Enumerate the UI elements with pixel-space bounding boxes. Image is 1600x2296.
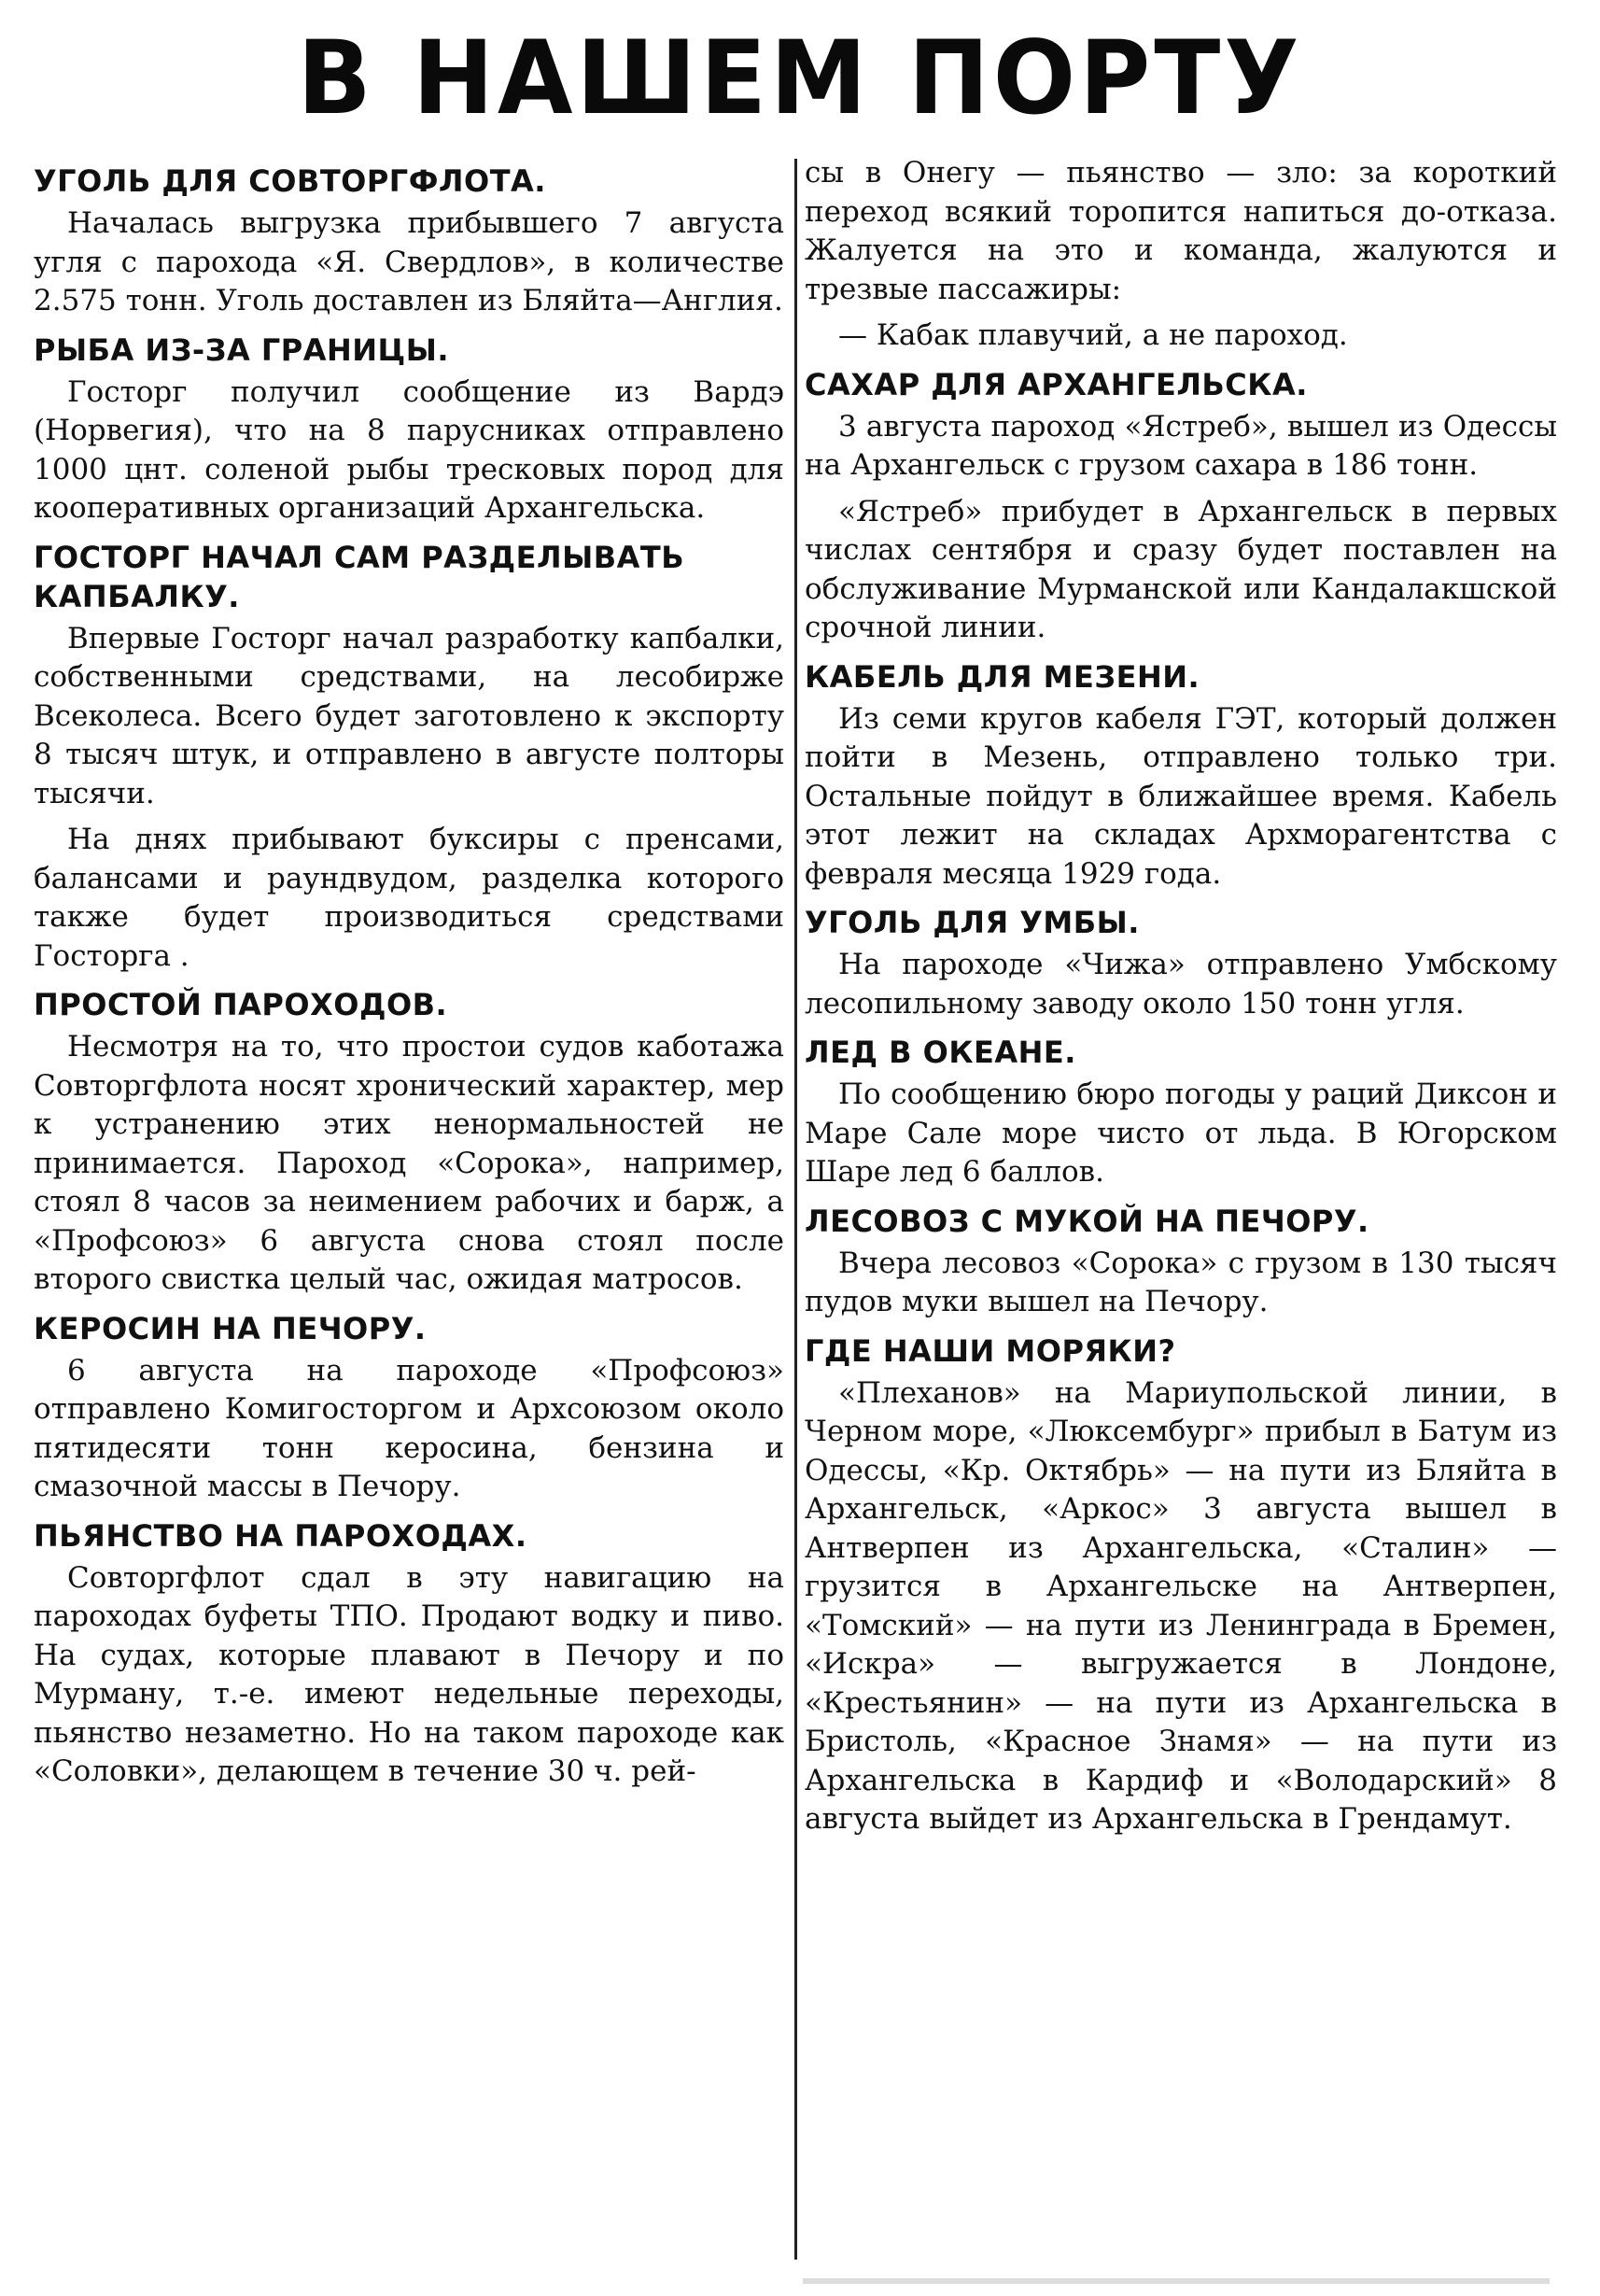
article-paragraph: — Кабак плавучий, а не пароход. xyxy=(838,318,1348,352)
article-headline: САХАР ДЛЯ АРХАНГЕЛЬСКА. xyxy=(805,366,1308,402)
article-paragraph: 3 августа пароход «Ястреб», вышел из Одессы на Архангельск с грузом сахара в 186 тонн. xyxy=(805,409,1557,482)
article xyxy=(34,538,784,977)
article-paragraph: На днях прибывают буксиры с пренсами, балансами и раундвудом, разделка которого также будет производиться средствами Госторга . xyxy=(34,823,784,973)
article-headline: ГОСТОРГ НАЧАЛ САМ РАЗДЕЛЫВАТЬ КАПБАЛКУ. xyxy=(34,539,685,614)
article xyxy=(805,1331,1557,1839)
article-paragraph: Впервые Госторг начал разработку капбалки, собственными средствами, на лесобирже Всеколеса. Всего будет заготовлено к экспорту 8 тысяч штук, и отправлено в августе полторы тысячи. xyxy=(34,621,784,810)
article-paragraph: сы в Онегу — пьянство — зло: за короткий переход всякий торопится напиться до-отказа. Жалуется на это и команда, жалуются и трезвые пассажиры: xyxy=(805,156,1557,306)
article-headline: РЫБА ИЗ-ЗА ГРАНИЦЫ. xyxy=(34,331,450,368)
article-paragraph: Началась выгрузка прибывшего 7 августа угля с парохода «Я. Свердлов», в количестве 2.575 тонн. Уголь доставлен из Бляйта—Англия. xyxy=(34,206,784,317)
article-headline: ПЬЯНСТВО НА ПАРОХОДАХ. xyxy=(34,1517,527,1554)
article xyxy=(805,154,1557,356)
article-paragraph: Госторг получил сообщение из Вардэ (Норвегия), что на 8 парусниках отправлено 1000 цнт. соленой рыбы тресковых пород для кооперативных организаций Архангельска. xyxy=(34,374,784,525)
article-headline: УГОЛЬ ДЛЯ УМБЫ. xyxy=(805,905,1140,940)
article-headline: ЛЕСОВОЗ С МУКОЙ НА ПЕЧОРУ. xyxy=(805,1203,1369,1239)
article-paragraph: Несмотря на то, что простои судов каботажа Совторгфлота носят хронический характер, мер к устранению этих ненормальностей не принимается. Пароход «Сорока», например, стоял 8 часов за неимением рабочих и барж, а «Профсоюз» 6 августа снова стоял после второго свистка целый час, ожидая матросов. xyxy=(34,1030,784,1296)
article-headline: КАБЕЛЬ ДЛЯ МЕЗЕНИ. xyxy=(805,658,1200,695)
article xyxy=(805,1033,1557,1192)
article-headline: ГДЕ НАШИ МОРЯКИ? xyxy=(805,1332,1176,1369)
article-paragraph: 6 августа на пароходе «Профсоюз» отправлено Комигосторгом и Архсоюзом около пятидесяти тонн керосина, бензина и смазочной массы в Печору. xyxy=(34,1353,784,1503)
article-paragraph: «Ястреб» прибудет в Архангельск в первых числах сентября и сразу будет поставлен на обслуживание Мурманской или Кандалакшской срочной линии. xyxy=(805,494,1557,644)
article-headline: ЛЕД В ОКЕАНЕ. xyxy=(805,1035,1076,1070)
article xyxy=(805,657,1557,894)
article-headline: ПРОСТОЙ ПАРОХОДОВ. xyxy=(34,987,448,1022)
right-column xyxy=(805,154,1557,1849)
article xyxy=(34,162,784,321)
article xyxy=(805,903,1557,1023)
article-headline: УГОЛЬ ДЛЯ СОВТОРГФЛОТА. xyxy=(34,163,546,199)
article xyxy=(34,1309,784,1507)
left-column xyxy=(34,154,784,1801)
article-paragraph: «Плеханов» на Мариупольской линии, в Черном море, «Люксембург» прибыл в Батум из Одессы, «Кр. Октябрь» — на пути из Бляйта в Архангельск, «Аркос» 3 августа вышел в Антверпен из Архангельска, «Сталин» — грузится в Архангельске на Антверпен, «Томский» — на пути из Ленинграда в Бремен, «Искра» — выгружается в Лондоне, «Крестьянин» — на пути из Архангельска в Бристоль, «Красное Знамя» — на пути из Архангельска в Кардиф и «Володарский» 8 августа выйдет из Архангельска в Грендамут. xyxy=(805,1375,1557,1836)
article-paragraph: По сообщению бюро погоды у раций Диксон и Маре Сале море чисто от льда. В Югорском Шаре лед 6 баллов. xyxy=(805,1078,1557,1189)
article xyxy=(34,331,784,528)
article-headline: КЕРОСИН НА ПЕЧОРУ. xyxy=(34,1310,427,1346)
article xyxy=(805,365,1557,648)
article-paragraph: Из семи кругов кабеля ГЭТ, который должен пойти в Мезень, отправлено только три. Остальные пойдут в ближайшее время. Кабель этот лежит на складах Архморагентства с февраля месяца 1929 года. xyxy=(805,701,1557,891)
masthead-title: В НАШЕМ ПОРТУ xyxy=(297,17,1303,138)
article xyxy=(34,985,784,1300)
page-edge xyxy=(803,2278,1550,2284)
article-paragraph: На пароходе «Чижа» отправлено Умбскому лесопильному заводу около 150 тонн угля. xyxy=(805,948,1557,1021)
article-paragraph: Вчера лесовоз «Сорока» с грузом в 130 тысяч пудов муки вышел на Печору. xyxy=(805,1246,1557,1318)
article xyxy=(805,1202,1557,1322)
article xyxy=(34,1516,784,1792)
article-paragraph: Совторгфлот сдал в эту навигацию на пароходах буфеты ТПО. Продают водку и пиво. На судах, которые плавают в Печору и по Мурману, т.-е. имеют недельные переходы, пьянство незаметно. Но на таком пароходе как «Соловки», делающем в течение 30 ч. рей- xyxy=(34,1560,784,1788)
column-divider xyxy=(794,159,797,2260)
